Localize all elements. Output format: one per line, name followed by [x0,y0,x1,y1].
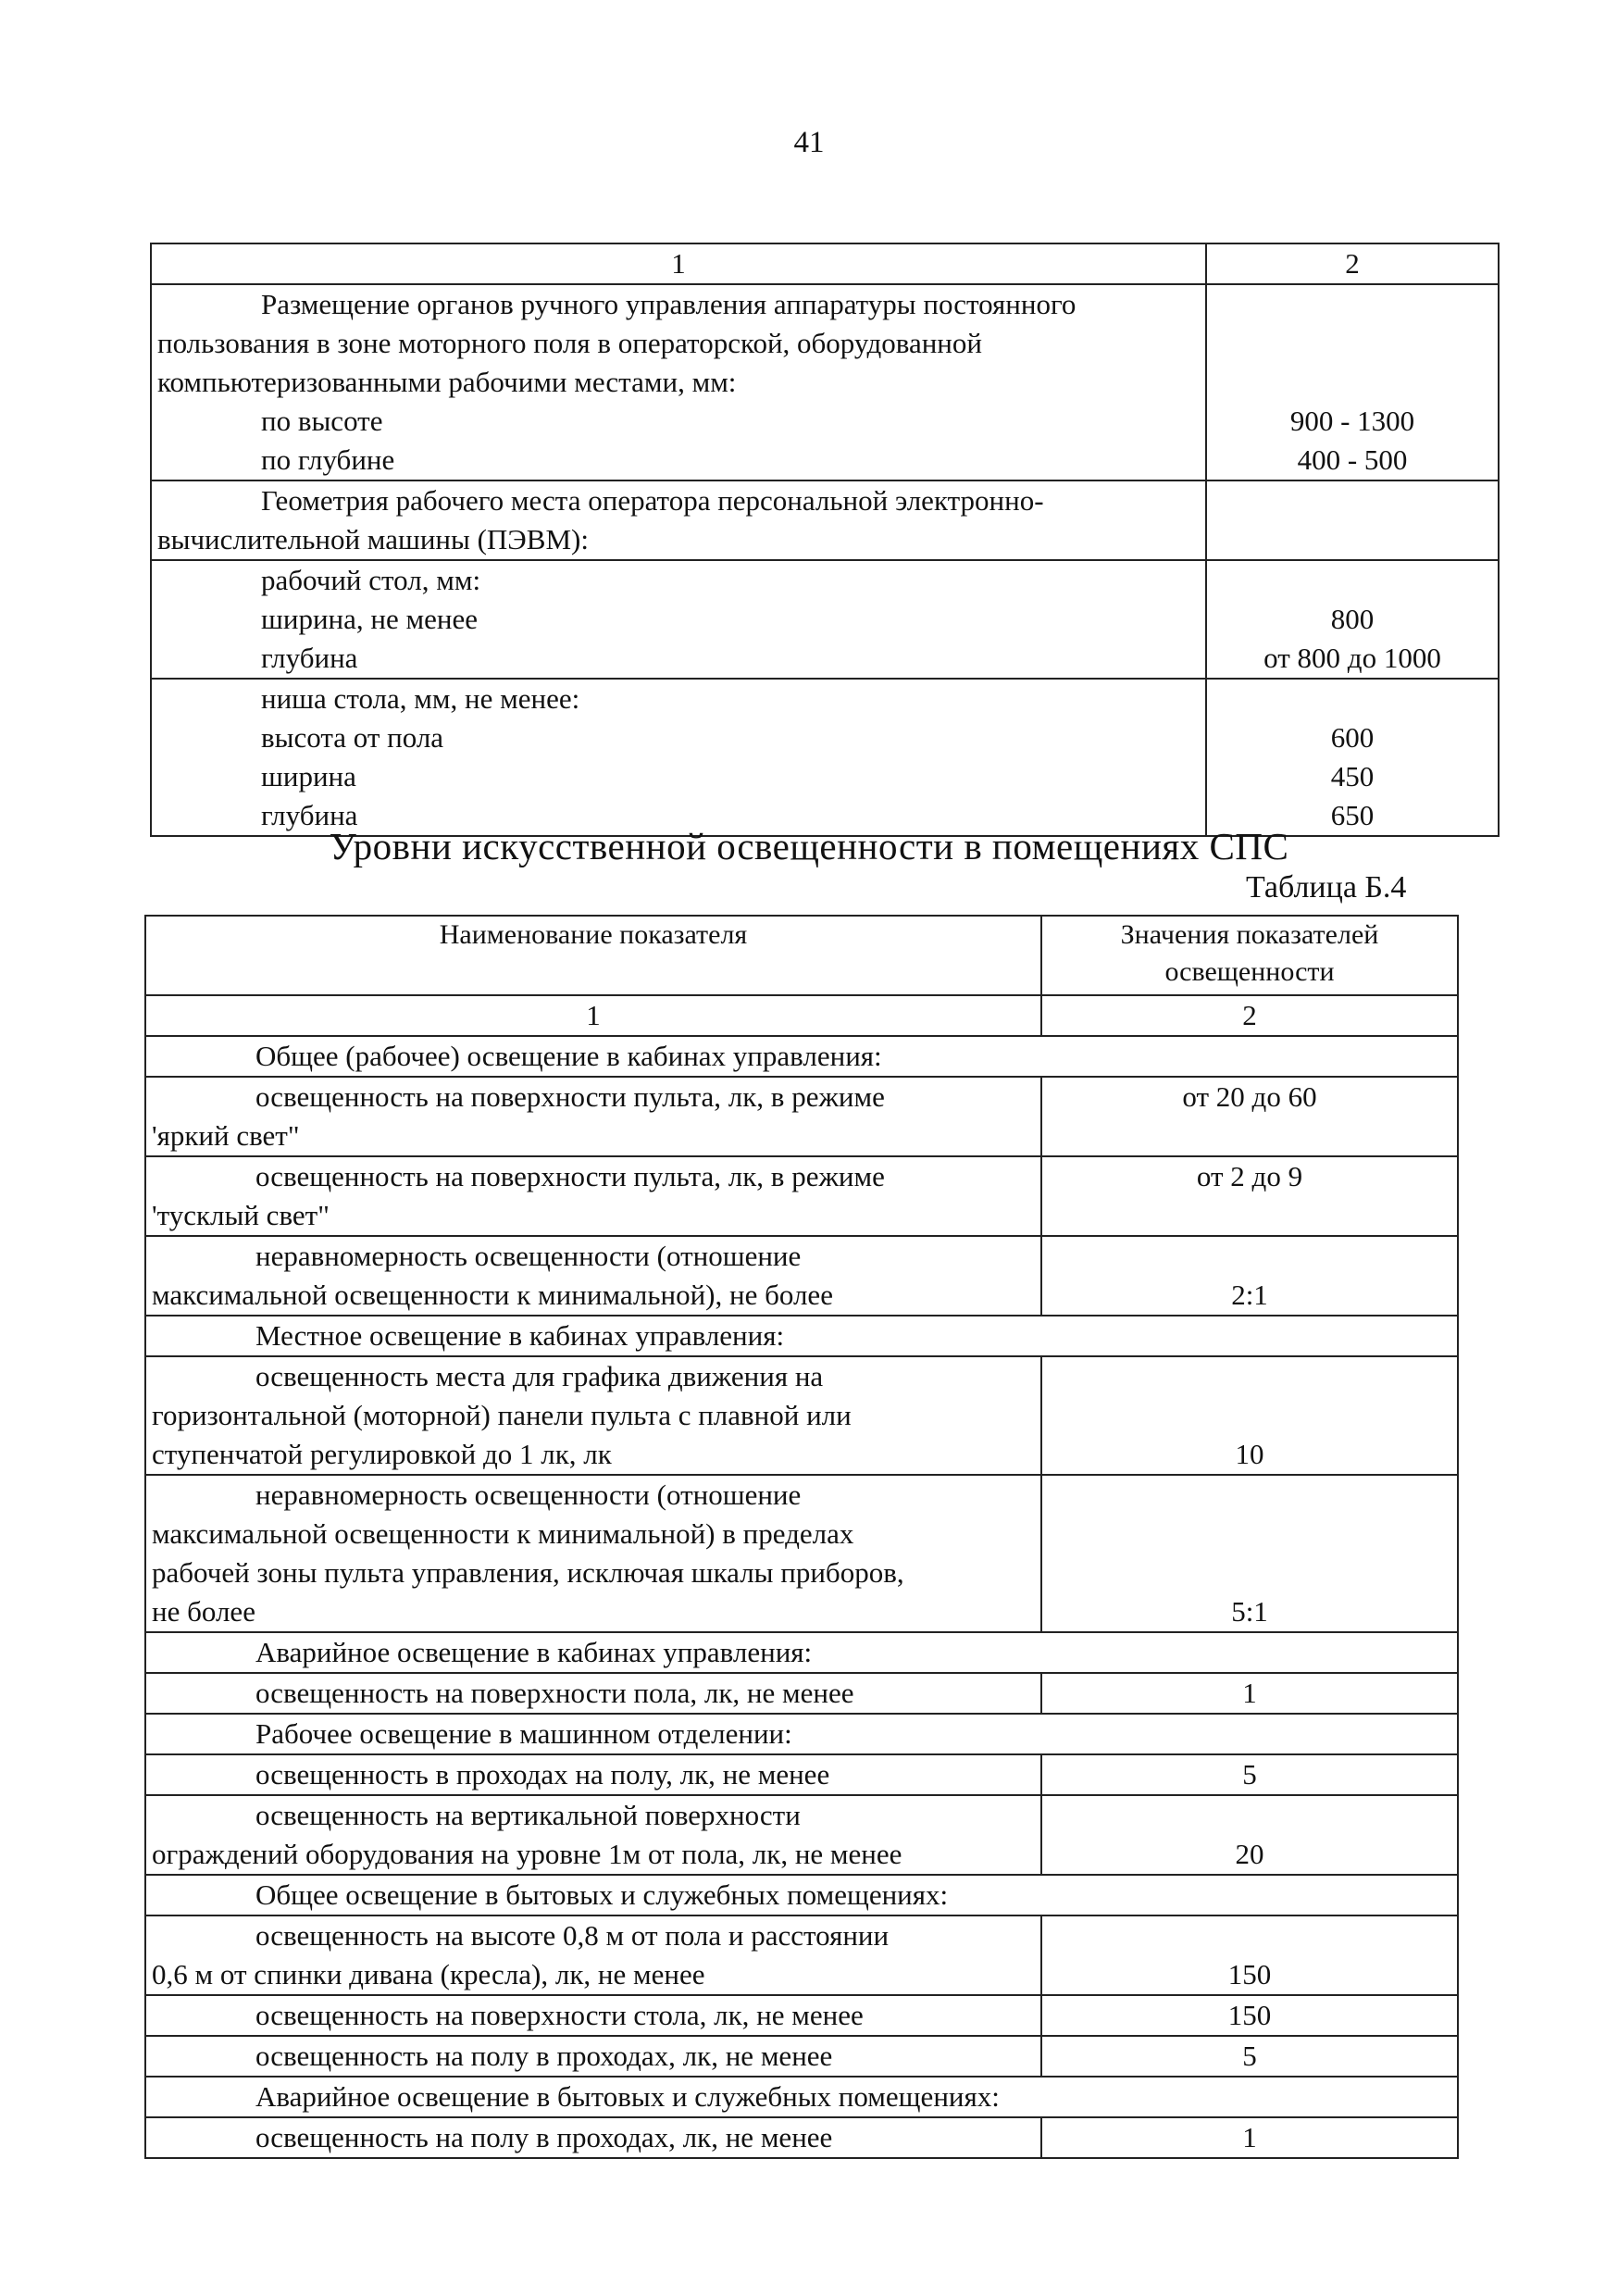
item-label: глубина [261,799,358,831]
parameter-cell [151,560,1206,679]
indicator-text: неравномерность освещенности (отношение [255,1479,802,1511]
indicator-text: освещенность на поверхности пульта, лк, в режиме [255,1160,885,1192]
section-caption: Уровни искусственной освещенности в помещениях СПС [329,825,1289,867]
table-header-row [151,243,1499,284]
indicator-value: 5 [1041,2036,1458,2077]
indicator-text: горизонтальной (моторной) панели пульта с плавной или [152,1399,852,1431]
item-label: высота от пола [261,721,444,754]
section-title-row [145,1036,1458,1077]
indicator-text: максимальной освещенности к минимальной) в пределах [152,1517,854,1550]
section-title: Аварийное освещение в кабинах управления: [145,1632,1458,1673]
item-label: ширина [261,760,356,792]
indicator-cell [145,1236,1041,1316]
table-row [145,1673,1458,1714]
indicator-text: не более [152,1595,255,1628]
column-number-2: 2 [1206,243,1499,284]
table-row [145,1475,1458,1632]
table-row [145,1795,1458,1875]
indicator-cell [145,1156,1041,1236]
table-row [151,284,1499,480]
indicator-text: 0,6 м от спинки дивана (кресла), лк, не менее [152,1958,705,1990]
table-header-row [145,916,1458,995]
indicator-value: 2:1 [1041,1236,1458,1316]
item-value: 900 - 1300 [1289,405,1415,437]
indicator-cell [145,1795,1041,1875]
value-cell [1206,480,1499,560]
parameter-cell [151,284,1206,480]
section-title: Местное освещение в кабинах управления: [145,1316,1458,1356]
section-title-row [145,1875,1458,1915]
indicator-text: освещенность места для графика движения на [255,1360,824,1392]
item-value: 650 [1330,799,1375,831]
workplace-geometry-table [150,243,1500,837]
indicator-text: освещенность на полу в проходах, лк, не менее [255,2040,833,2072]
indicator-cell [145,1475,1041,1632]
parameter-text: компьютеризованными рабочими местами, мм: [157,366,737,398]
indicator-cell [145,1356,1041,1475]
item-value: 800 [1330,603,1375,635]
indicator-text: ограждений оборудования на уровне 1м от пола, лк, не менее [152,1838,902,1870]
indicator-text: рабочей зоны пульта управления, исключая шкалы приборов, [152,1556,904,1589]
table-row [145,1077,1458,1156]
item-value: 400 - 500 [1297,443,1408,476]
table-row [145,1356,1458,1475]
indicator-text: 'яркий свет" [152,1119,300,1152]
parameter-text: Размещение органов ручного управления аппаратуры постоянного [261,288,1077,320]
indicator-cell [145,1077,1041,1156]
indicator-text: ступенчатой регулировкой до 1 лк, лк [152,1438,612,1470]
item-value: 600 [1330,721,1375,754]
section-title-row [145,2077,1458,2117]
section-title: Общее освещение в бытовых и служебных помещениях: [145,1875,1458,1915]
section-title-row [145,1714,1458,1754]
table-row [151,560,1499,679]
item-label: глубина [261,642,358,674]
item-value: от 800 до 1000 [1263,642,1441,674]
indicator-cell [145,1754,1041,1795]
indicator-text: освещенность на поверхности пола, лк, не менее [255,1677,854,1709]
parameter-text: пользования в зоне моторного поля в операторской, оборудованной [157,327,982,359]
value-cell [1206,284,1499,480]
indicator-cell [145,2036,1041,2077]
indicator-text: максимальной освещенности к минимальной), не более [152,1279,833,1311]
indicator-cell [145,1995,1041,2036]
column-number-1: 1 [151,243,1206,284]
indicator-text: неравномерность освещенности (отношение [255,1240,802,1272]
header-indicator-name: Наименование показателя [145,916,1041,995]
indicator-value: 1 [1041,1673,1458,1714]
section-title-row [145,1632,1458,1673]
item-label: ширина, не менее [261,603,478,635]
item-label: по высоте [261,405,383,437]
indicator-value: 150 [1041,1995,1458,2036]
header-values-line2: освещенности [1164,956,1335,987]
indicator-value: от 20 до 60 [1041,1077,1458,1156]
indicator-value: 1 [1041,2117,1458,2158]
table-row [145,1995,1458,2036]
parameter-text: Геометрия рабочего места оператора персональной электронно- [261,484,1044,517]
column-numbers-row [145,995,1458,1036]
section-title-row [145,1316,1458,1356]
section-title: Общее (рабочее) освещение в кабинах управления: [145,1036,1458,1077]
value-cell [1206,679,1499,836]
table-row [145,2117,1458,2158]
indicator-value: 5:1 [1041,1475,1458,1632]
parameter-text: ниша стола, мм, не менее: [261,682,580,715]
indicator-text: освещенность на полу в проходах, лк, не менее [255,2121,833,2153]
table-label: Таблица Б.4 [1246,870,1407,905]
indicator-text: освещенность на поверхности пульта, лк, в режиме [255,1080,885,1113]
parameter-text: вычислительной машины (ПЭВМ): [157,523,589,555]
indicator-text: освещенность на вертикальной поверхности [255,1799,801,1831]
indicator-value: 10 [1041,1356,1458,1475]
parameter-cell [151,480,1206,560]
indicator-value: от 2 до 9 [1041,1156,1458,1236]
indicator-value: 150 [1041,1915,1458,1995]
page-number: 41 [793,126,825,159]
header-values-line1: Значения показателей [1120,919,1379,950]
table-row [145,1236,1458,1316]
column-number-1: 1 [145,995,1041,1036]
illumination-levels-table [144,915,1459,2159]
indicator-text: освещенность в проходах на полу, лк, не менее [255,1758,830,1791]
indicator-cell [145,1915,1041,1995]
table-row [145,1915,1458,1995]
item-value: 450 [1330,760,1375,792]
table-row [151,679,1499,836]
table-row [145,1156,1458,1236]
indicator-text: 'тусклый свет" [152,1199,330,1231]
indicator-value: 20 [1041,1795,1458,1875]
item-label: по глубине [261,443,395,476]
indicator-value: 5 [1041,1754,1458,1795]
table-row [145,2036,1458,2077]
table-row [145,1754,1458,1795]
table-row [151,480,1499,560]
parameter-text: рабочий стол, мм: [261,564,481,596]
section-title: Аварийное освещение в бытовых и служебных помещениях: [145,2077,1458,2117]
section-title: Рабочее освещение в машинном отделении: [145,1714,1458,1754]
indicator-text: освещенность на поверхности стола, лк, не менее [255,1999,864,2031]
column-number-2: 2 [1041,995,1458,1036]
indicator-text: освещенность на высоте 0,8 м от пола и расстоянии [255,1919,890,1952]
parameter-cell [151,679,1206,836]
indicator-cell [145,2117,1041,2158]
header-indicator-values [1041,916,1458,995]
indicator-cell [145,1673,1041,1714]
value-cell [1206,560,1499,679]
